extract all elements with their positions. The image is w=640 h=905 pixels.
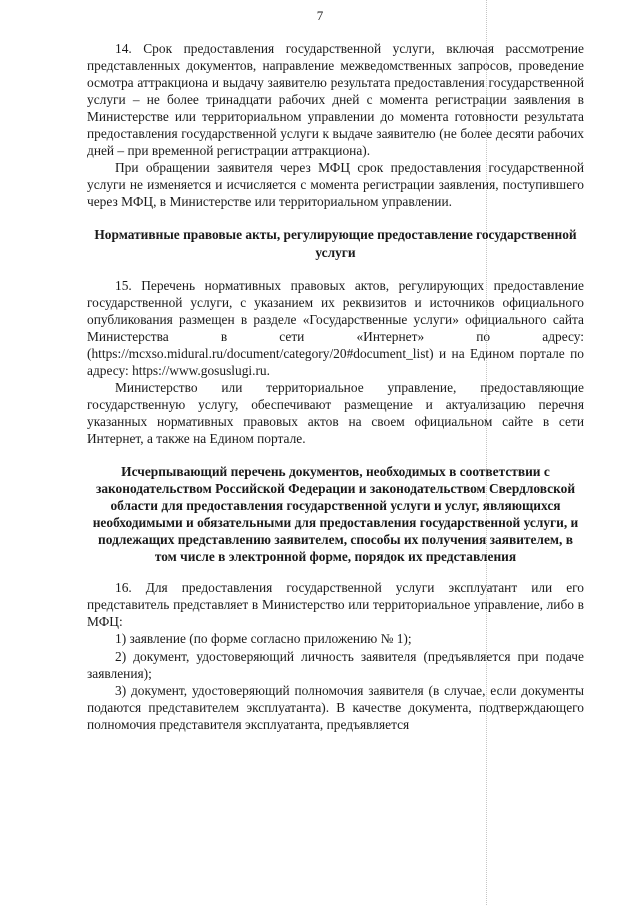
document-body — [87, 40, 584, 733]
paragraph-15-portal: Министерство или территориальное управление, предоставляющие государственную услугу, обеспечивают размещение и актуализацию перечня указанных нормативных правовых актов на своем официальном сайте в сети Интернет, а также на Едином портале. — [87, 379, 584, 446]
list-item-3: 3) документ, удостоверяющий полномочия заявителя (в случае, если документы подаются представителем эксплуатанта). В качестве документа, подтверждающего полномочия представителя эксплуатанта, предъявляется — [87, 682, 584, 732]
section-heading-legal-acts: Нормативные правовые акты, регулирующие предоставление государственной услуги — [94, 227, 577, 260]
paragraph-16: 16. Для предоставления государственной услуги эксплуатант или его представитель представляет в Министерство или территориальное управление, либо в МФЦ: — [87, 580, 584, 630]
paragraph-15: 15. Перечень нормативных правовых актов, регулирующих предоставление государственной услуги, с указанием их реквизитов и источников официального опубликования размещен в разделе «Государственные услуги» официального сайта Министерства в сети «Интернет» по адресу: (https://mcxso.midural.ru/document/category/20#document_list) и на Едином портале по адресу: https://www.gosuslugi.ru. — [87, 277, 584, 378]
page-number: 7 — [316, 8, 324, 23]
paragraph-14: 14. Срок предоставления государственной услуги, включая рассмотрение представленных документов, направление межведомственных запросов, проведение осмотра аттракциона и выдачу заявителю результата предоставления государственной услуги – не более тринадцати рабочих дней с момента регистрации заявления в Министерстве или территориальном управлении до момента готовности результата предоставления государственной услуги к выдаче заявителю (не более десяти рабочих дней – при временной регистрации аттракциона). — [87, 41, 584, 159]
list-item-2: 2) документ, удостоверяющий личность заявителя (предъявляется при подаче заявления); — [87, 648, 584, 681]
section-heading-documents-list: Исчерпывающий перечень документов, необходимых в соответствии с законодательством Российской Федерации и законодательством Свердловской области для предоставления государственной услуги и услуг, являющихся необходимыми и обязательными для предоставления государственной услуги, и подлежащих представлению заявителем, способы их получения заявителем, в том числе в электронной форме, порядок их представления — [92, 464, 579, 565]
list-item-1: 1) заявление (по форме согласно приложению № 1); — [115, 631, 412, 647]
paragraph-14-mfc: При обращении заявителя через МФЦ срок предоставления государственной услуги не изменяется и исчисляется с момента регистрации заявления, поступившего через МФЦ, в Министерстве или территориальном управлении. — [87, 160, 584, 210]
